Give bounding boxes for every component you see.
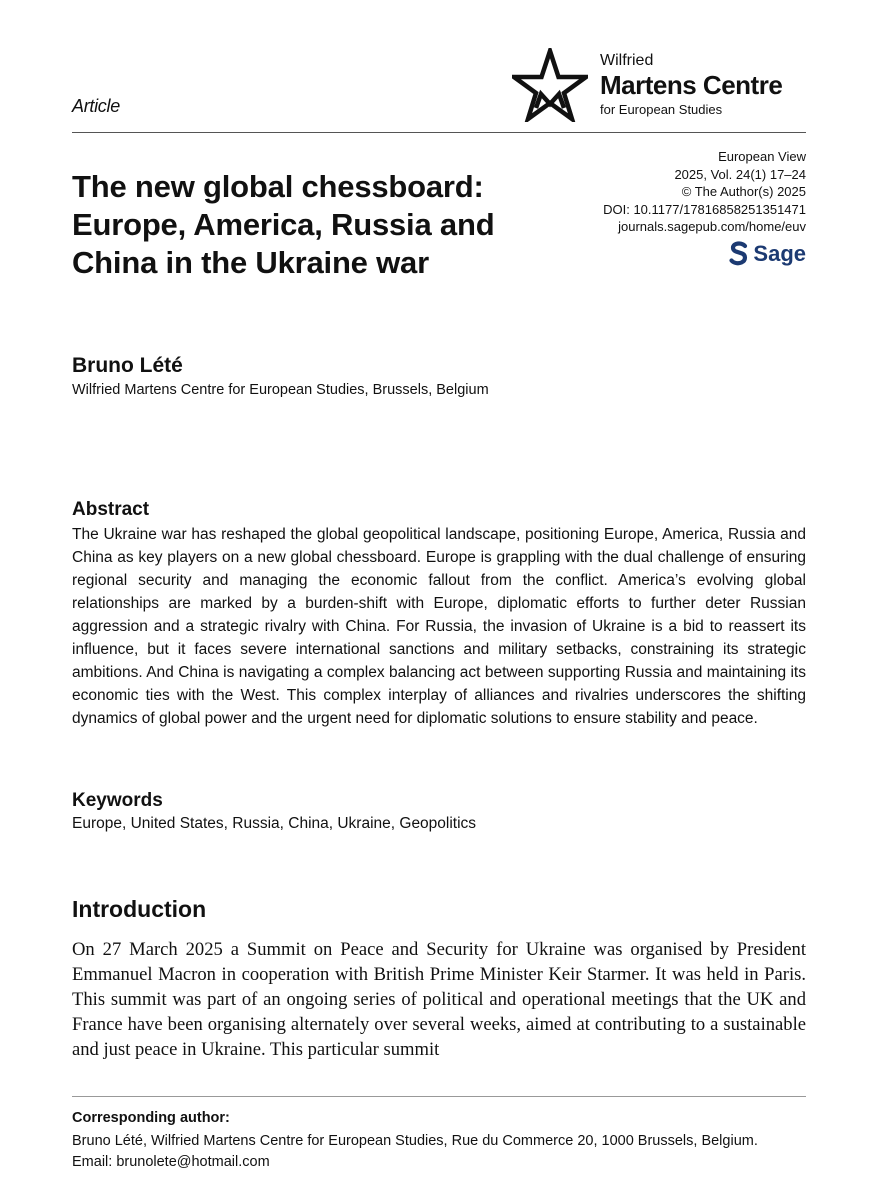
journal-volume: 2025, Vol. 24(1) 17–24 [674, 166, 806, 182]
article-type-label: Article [72, 96, 120, 116]
logo-line-1: Wilfried [600, 52, 654, 69]
introduction-heading: Introduction [72, 896, 207, 922]
journal-name: European View [718, 149, 806, 164]
introduction-text: On 27 March 2025 a Summit on Peace and Security for Ukraine was organised by President Emmanuel Macron in cooperation with British Prime Minister Keir Starmer. It was held in Paris. This summit was part of an ongoing series of political and operational meetings that the UK and France have been organising alternately over several weeks, aimed at contributing to a sustainable and just peace in Ukraine. This particular summit [72, 939, 806, 1060]
corresponding-author-address: Bruno Lété, Wilfried Martens Centre for European Studies, Rue du Commerce 20, 1000 Brussels, Belgium. [72, 1133, 758, 1149]
journal-url[interactable]: journals.sagepub.com/home/euv [618, 219, 806, 234]
footer-divider [72, 1096, 806, 1097]
sage-logo [729, 240, 806, 268]
paper-title: The new global chessboard: Europe, America, Russia and China in the Ukraine war [72, 169, 495, 280]
corresponding-author-details [72, 1131, 832, 1173]
martens-centre-logo [512, 48, 812, 122]
author-affiliation: Wilfried Martens Centre for European Studies, Brussels, Belgium [72, 382, 489, 398]
author-name: Bruno Lété [72, 354, 183, 377]
abstract-text: The Ukraine war has reshaped the global geopolitical landscape, positioning Europe, America, Russia and China as key players on a new global chessboard. Europe is grappling with the dual challenge of ensuring regional security and managing the economic fallout from the conflict. America’s evolving global relationships are marked by a burden-shift with Europe, diplomatic efforts to further deter Russian aggression and a strategic rivalry with China. For Russia, the invasion of Ukraine is a bid to reassert its influence, but it faces severe international sanctions and military setbacks, constraining its strategic ambitions. And China is navigating a complex balancing act between supporting Russia and maintaining its economic ties with the West. This complex interplay of alliances and rivalries underscores the shifting dynamics of global power and the urgent need for diplomatic solutions to ensure stability and peace. [72, 526, 806, 727]
keywords-text: Europe, United States, Russia, China, Ukraine, Geopolitics [72, 815, 477, 832]
abstract-heading: Abstract [72, 499, 150, 520]
logo-line-3: for European Studies [600, 102, 723, 117]
logo-line-2: Martens Centre [600, 70, 783, 100]
journal-doi[interactable]: DOI: 10.1177/17816858251351471 [603, 201, 806, 217]
journal-copyright: © The Author(s) 2025 [681, 184, 806, 199]
corresponding-author-heading: Corresponding author: [72, 1110, 230, 1126]
corresponding-author-email[interactable]: Email: brunolete@hotmail.com [72, 1154, 270, 1170]
header-divider [72, 132, 806, 133]
keywords-heading: Keywords [72, 790, 163, 811]
sage-wordmark: Sage [753, 241, 806, 266]
sage-s-logo-icon [729, 241, 749, 267]
journal-meta [603, 148, 806, 236]
star-m-logo-icon [512, 48, 588, 122]
